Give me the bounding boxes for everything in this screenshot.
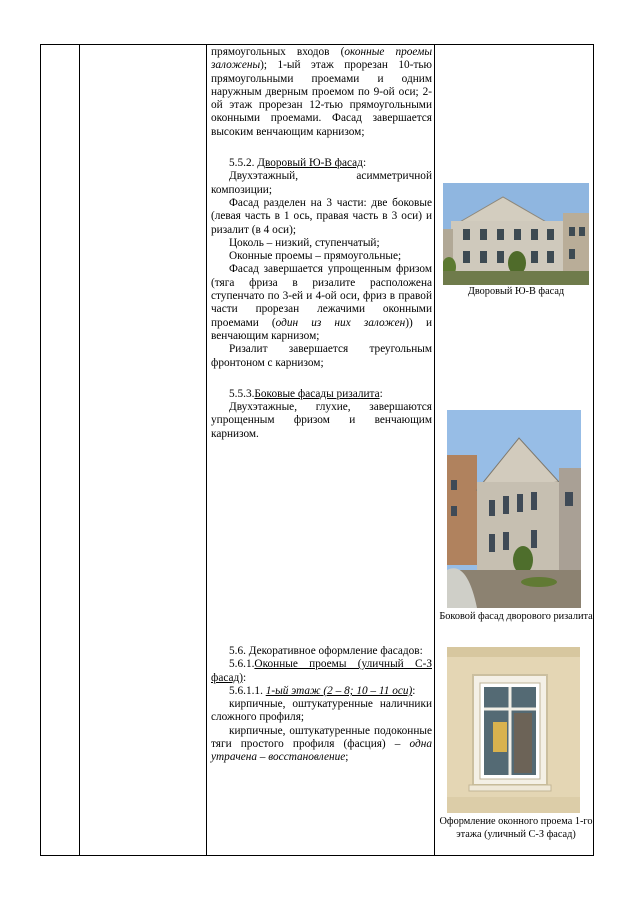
paragraph: Цоколь – низкий, ступенчатый;	[229, 236, 380, 249]
column-divider	[79, 45, 80, 855]
heading-5-5-2: 5.5.2. Дворовый Ю-В фасад:	[229, 157, 367, 170]
photo-side-facade	[447, 410, 581, 608]
description-column	[211, 45, 432, 764]
column-divider	[434, 45, 435, 855]
photo-window-detail	[447, 647, 580, 813]
photo-courtyard-facade	[443, 183, 589, 285]
paragraph: Фасад завершается упрощенным фризом (тяга фриза в ризалите расположена ступенчато по 3-ей и 4-ой оси, фриз в правой части прорезан лежачими оконными проемами (один из них заложен)) и венчающим карнизом;	[211, 263, 432, 342]
paragraph: Ризалит завершается треугольным фронтоном с карнизом;	[211, 343, 432, 369]
continued-paragraph: прямоугольных входов (оконные проемы заложены); 1-ый этаж прорезан 10-тью прямоугольными проемами и одним наружным дверным проемом по 9-ой оси; 2-ой этаж прорезан 12-тью прямоугольными оконными проемами. Фасад завершается высоким венчающим карнизом;	[211, 46, 432, 138]
photo-caption: Оформление оконного проема 1-го этажа (уличный С-З фасад)	[439, 816, 593, 840]
heading-5-6: 5.6. Декоративное оформление фасадов:	[229, 645, 423, 657]
photo-caption: Боковой фасад дворового ризалита	[439, 611, 593, 622]
heading-5-6-1-1: 5.6.1.1. 1-ый этаж (2 – 8; 10 – 11 оси):	[229, 684, 416, 697]
heading-5-5-3: 5.5.3.Боковые фасады ризалита:	[229, 387, 383, 400]
paragraph: Двухэтажные, глухие, завершаются упрощенным фризом и венчающим карнизом.	[211, 401, 432, 440]
paragraph: кирпичные, оштукатуренные наличники сложного профиля;	[211, 698, 432, 724]
paragraph: кирпичные, оштукатуренные подоконные тяги простого профиля (фасция) – одна утрачена – восстановление;	[211, 724, 432, 764]
heading-5-6-1: 5.6.1.Оконные проемы (уличный С-З фасад):	[211, 658, 432, 684]
column-divider	[206, 45, 207, 855]
photo-caption: Дворовый Ю-В фасад	[467, 286, 565, 297]
paragraph: Двухэтажный, асимметричной композиции;	[211, 170, 432, 196]
paragraph: Фасад разделен на 3 части: две боковые (левая часть в 1 ось, правая часть в 3 оси) и ризалит (в 4 оси);	[211, 196, 432, 236]
document-table	[40, 44, 594, 856]
paragraph: Оконные проемы – прямоугольные;	[229, 250, 402, 263]
